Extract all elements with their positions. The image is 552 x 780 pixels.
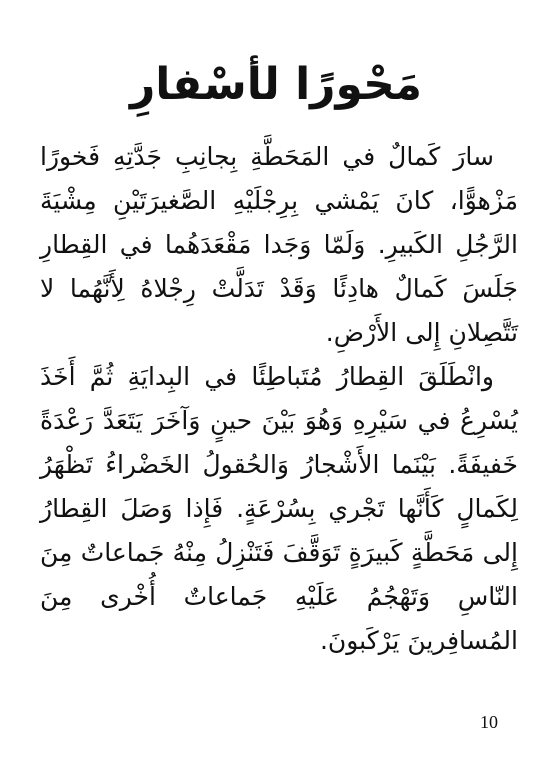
page-number: 10 bbox=[480, 712, 498, 732]
paragraph-2: وانْطَلَقَ القِطارُ مُتَباطِئًا في البِدايَةِ ثُمَّ أَخَذَ يُسْرِعُ في سَيْرِهِ وَهُوَ بَيْنَ حينٍ وَآخَرَ يَتَعَدَّ رَعْدَةً خَفيفَةً. بَيْنَما الأَشْجارُ وَالحُقولُ الخَضْراءُ تَظْهَرُ لِكَمالٍ كَأَنَّها تَجْري بِسُرْعَةٍ. فَإِذا وَصَلَ القِطارُ إِلى مَحَطَّةٍ كَبيرَةٍ تَوَقَّفَ فَتَنْزِلُ مِنْهُ جَماعاتٌ مِنَ النّاسِ وَتَهْجُمُ عَلَيْهِ جَماعاتٌ أُخْرى مِنَ المُسافِرينَ يَرْكَبونَ. bbox=[40, 362, 518, 655]
paragraph-1: سارَ كَمالٌ في المَحَطَّةِ بِجانِبِ جَدَّتِهِ فَخورًا مَزْهوًّا، كانَ يَمْشي بِرِجْلَيْهِ الصَّغيرَتَيْنِ مِشْيَةَ الرَّجُلِ الكَبيرِ. وَلَمّا وَجَدا مَقْعَدَهُما في القِطارِ جَلَسَ كَمالٌ هادِئًا وَقَدْ تَدَلَّتْ رِجْلاهُ لِأَنَّهُما لا تَتَّصِلانِ إِلى الأَرْضِ. bbox=[40, 142, 518, 347]
story-text bbox=[40, 135, 518, 663]
page-title: مَحْورًا لأسْفارِ bbox=[129, 59, 423, 110]
